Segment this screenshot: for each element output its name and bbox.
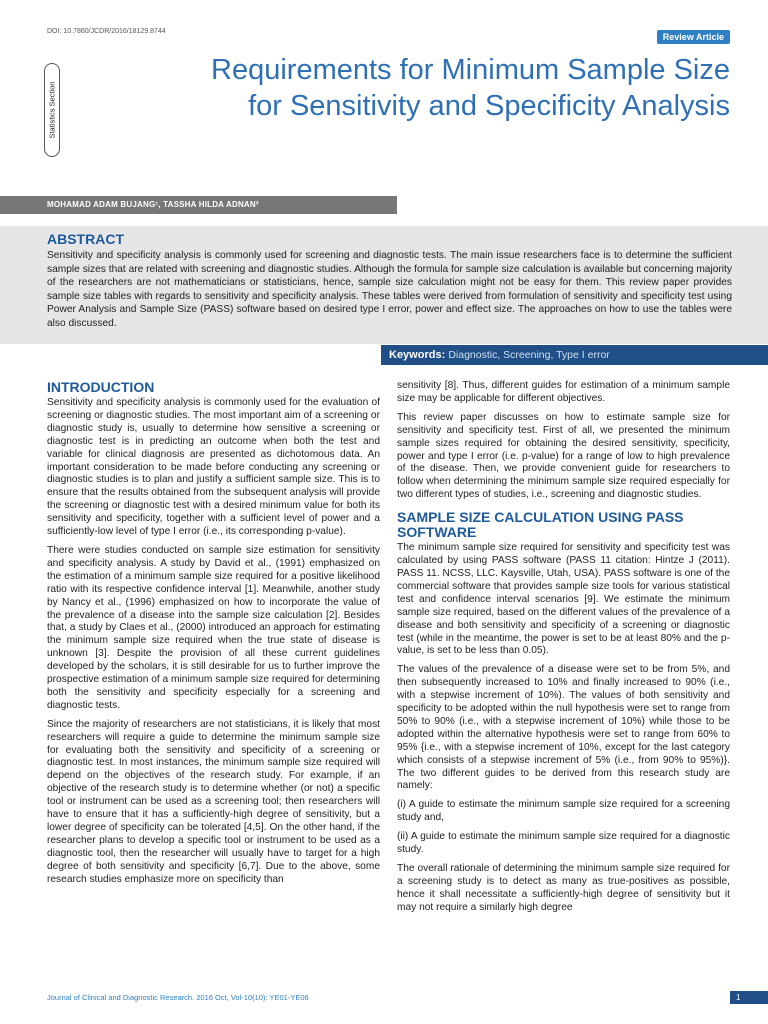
doi-text: DOI: 10.7860/JCDR/2016/18129.8744 [47, 28, 166, 35]
paper-title: Requirements for Minimum Sample Size for Sensitivity and Specificity Analysis [211, 54, 730, 122]
paragraph: The overall rationale of determining the minimum sample size required for a screening study is to detect as many as true-positives as possible, hence it shall necessitate a sufficiently-high degree of sensitivity but it may not require a similarly high degree [397, 863, 730, 913]
journal-footer: Journal of Clinical and Diagnostic Research. 2016 Oct, Vol-10(10): YE01-YE06 [47, 993, 309, 1002]
paragraph: This review paper discusses on how to estimate sample size for sensitivity and specificity test. First of all, we presented the minimum sample sizes required for obtaining the desired sensitivity, specificity, power and type I error (i.e. p-value) for a range of low to high prevalence of the disease. Then, we provide convenient guide for researchers to follow when determining the minimum sample size required especially for two different types of studies, i.e., screening and diagnostic studies. [397, 411, 730, 501]
paragraph: The minimum sample size required for sensitivity and specificity test was calculated by using PASS software (PASS 11 citation: Hintze J (2011). PASS 11. NCSS, LLC. Kaysville, Utah, USA). PASS software is one of the commercial software that provides sample size tools for various statistical test and confidence interval scenarios [9]. We estimate the minimum sample size required, based on the different values of the prevalence of a disease and both sensitivity and specificity of a screening or diagnostic test (while in the meantime, the power is set to be at least 80% and the p-value, is set to be less than 0.05). [397, 542, 730, 657]
keywords-bar [381, 345, 768, 365]
paragraph: Sensitivity and specificity analysis is commonly used for the evaluation of screening or diagnostic studies. The most important aim of a screening or diagnostic study is, usually to determine how sensitive a screening or diagnostic test is in predicting an outcome when both the test and variable for clinical diagnosis are presented as dichotomous data. An important consideration to be made before conducting any screening or diagnostic studies is to plan and justify a sufficient sample size. This is to ensure that the results obtained from the subsequent analysis will provide the screening or diagnostic test with a desired minimum value for both its sensitivity and specificity, together with a sufficient level of power and a sufficiently-low level of type I error (i.e., its corresponding p-value). [47, 397, 380, 538]
paragraph: (i) A guide to estimate the minimum sample size required for a screening study and, [397, 799, 730, 824]
section-tab [44, 63, 60, 157]
paragraph: The values of the prevalence of a disease were set to be from 5%, and then subsequently increased to 10% and finally increased to 90% (i.e., with a stepwise increment of 10%). The values of both sensitivity and specificity to be adopted within the null hypothesis were set to range from 50% to 90% (i.e., with a stepwise increment of 10%) while those to be adopted within the alternative hypothesis were set to range from 60% to 95% {i.e., with a stepwise increment of 10%, except for the last category which consists of a stepwise increment of 5% (i.e., from 90% to 95%)}. The two different guides to be derived from this research study are namely: [397, 664, 730, 792]
paragraph: There were studies conducted on sample size estimation for sensitivity and specificity analysis. A study by David et al., (1991) emphasized on the estimation of a minimum sample size required for a positive likelihood ratio with its respective confidence interval [1]. Meanwhile, another study by Nancy et al., (1996) emphasized on how to incorporate the value of the prevalence of a disease into the sample size calculation [2]. Besides that, a study by Claes et al., (2000) introduced an approach for estimating the minimum sample size required when the true state of disease is unknown [3]. Despite the provision of all these current guidelines developed by the scholars, it is still desirable for us to further improve the prospective estimation of a minimum sample size required for determining both the sensitivity and specificity especially for a screening and diagnostic tests. [47, 544, 380, 711]
keywords-values: Diagnostic, Screening, Type I error [448, 349, 610, 361]
left-column [47, 380, 380, 893]
paragraph: sensitivity [8]. Thus, different guides for estimation of a minimum sample size may be applicable for different objectives. [397, 380, 730, 404]
section-label: Statistics Section [47, 81, 57, 139]
right-column [397, 380, 730, 921]
keywords-label: Keywords: [389, 349, 446, 361]
abstract-heading: ABSTRACT [47, 231, 124, 247]
article-type-badge: Review Article [657, 30, 730, 44]
paragraph: Since the majority of researchers are not statisticians, it is likely that most researchers will require a guide to determine the minimum sample size for evaluating both the sensitivity and specificity of a screening or diagnostic test. In most instances, the minimum sample size required will depend on the objectives of the research study. For example, if an objective of the research study is to determine whether (or not) a specific tool or instrument can be used as a screening tool; then researchers will have to ensure that it has a sufficiently-high degree of sensitivity, but a lower degree of specificity can be tolerated [4,5]. On the other hand, if the researcher plans to develop a specific tool or instrument to be used as a diagnostic tool, then the researcher will usually have to target for a high degree of both sensitivity and specificity [6,7]. Due to the above, some research studies emphasize more on specificity than [47, 718, 380, 885]
introduction-heading: INTRODUCTION [47, 379, 155, 395]
author-bar: MOHAMAD ADAM BUJANG¹, TASSHA HILDA ADNAN² [0, 196, 397, 214]
abstract-text: Sensitivity and specificity analysis is commonly used for screening and diagnostic tests. The main issue researchers face is to determine the sufficient sample sizes that are related with screening and diagnostic studies. Although the formula for sample size calculation is available but concerning majority of the researchers are not mathematicians or statisticians, hence, sample size calculation might not be easy for them. This review paper provides sample size tables with regards to sensitivity and specificity analysis. These tables were derived from formulation of sensitivity and specificity test using Power Analysis and Sample Size (PASS) software based on desired type I error, power and effect size. The approaches on how to use the tables were also discussed. [47, 250, 732, 329]
paragraph: (ii) A guide to estimate the minimum sample size required for a diagnostic study. [397, 831, 730, 856]
page-number: 1 [730, 991, 768, 1004]
pass-section-heading: SAMPLE SIZE CALCULATION USING PASS SOFTWARE [397, 509, 684, 541]
